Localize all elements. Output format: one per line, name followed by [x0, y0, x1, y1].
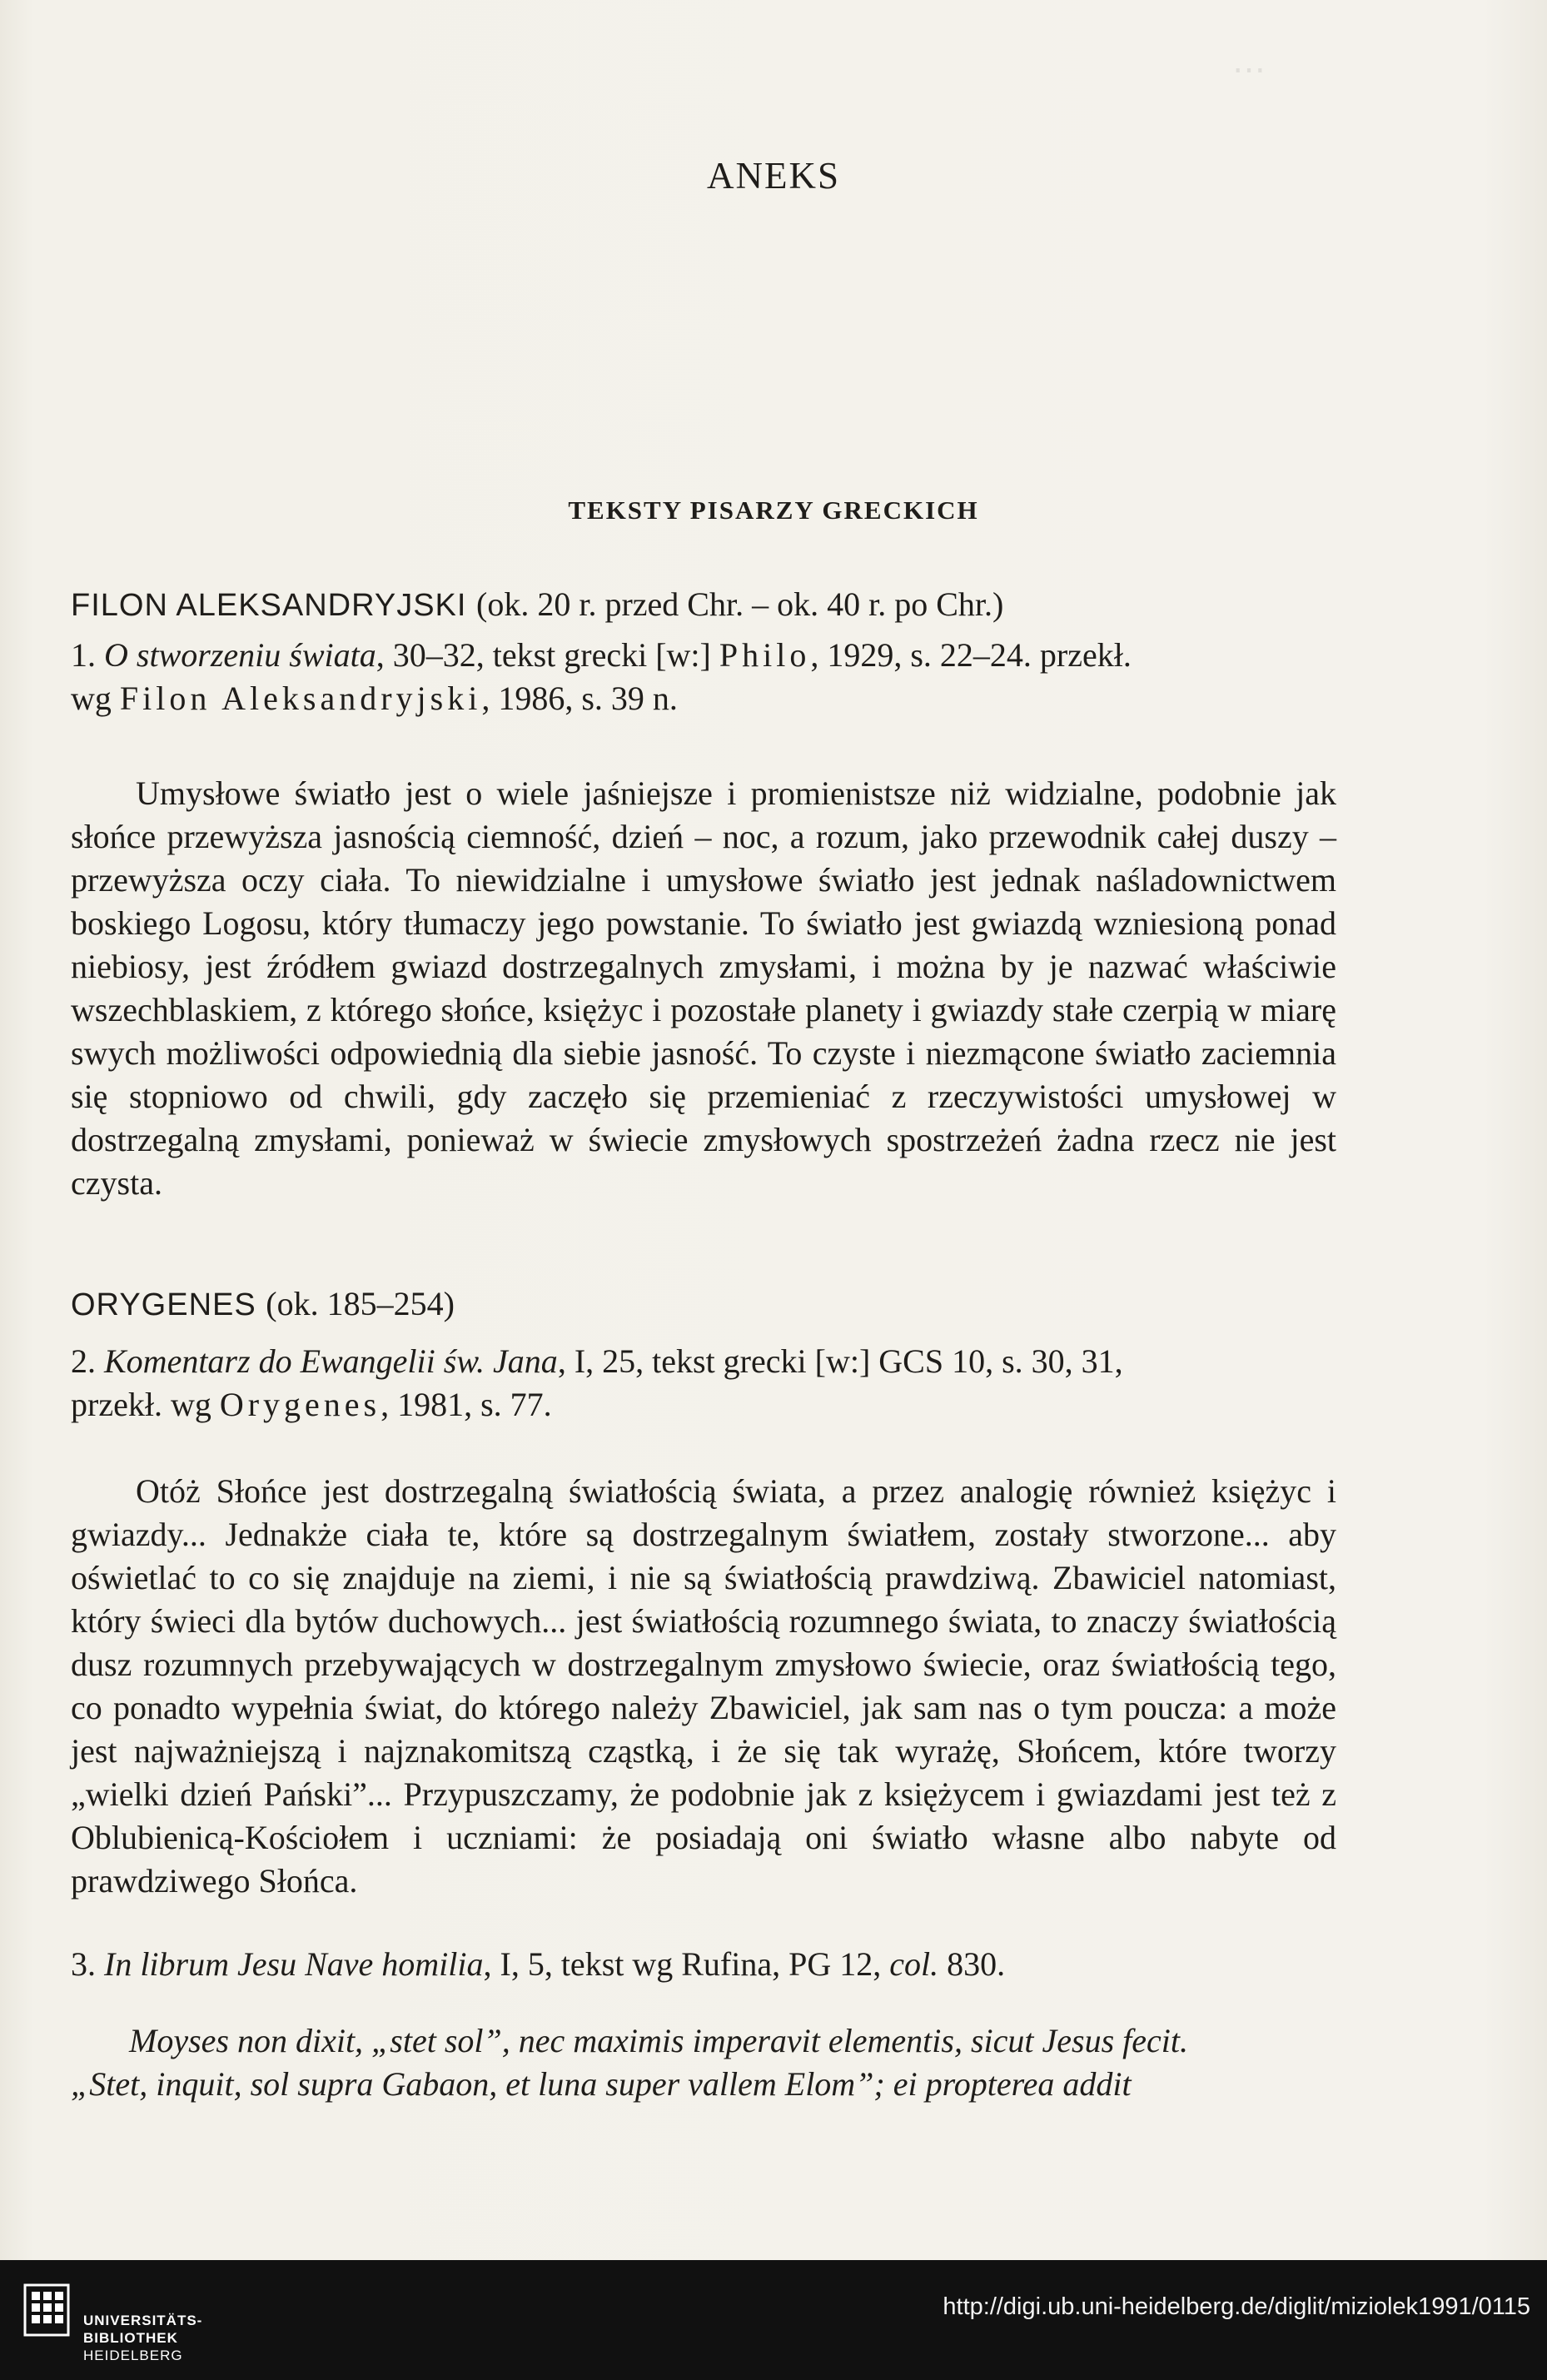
author-name: ORYGENES	[71, 1287, 256, 1322]
author-dates: (ok. 185–254)	[266, 1285, 455, 1322]
reference-text: , 1929, s. 22–24. przekł.	[810, 636, 1132, 674]
section-title: TEKSTY PISARZY GRECKICH	[568, 495, 979, 525]
logo-line: UNIVERSITÄTS-	[83, 2313, 203, 2328]
filon-section	[71, 583, 1336, 1205]
page-heading: ANEKS	[706, 155, 840, 197]
reference-text: wg	[71, 680, 120, 717]
reference-text: , I, 5, tekst wg Rufina, PG 12,	[483, 1945, 890, 1983]
reference-title: O stworzeniu świata	[104, 636, 376, 674]
reference-text: , 1981, s. 77.	[381, 1386, 552, 1423]
reference-2	[71, 1340, 1336, 1427]
author-dates: (ok. 20 r. przed Chr. – ok. 40 r. po Chr.)	[476, 585, 1004, 623]
reference-1	[71, 634, 1336, 720]
reference-number: 3.	[71, 1945, 96, 1983]
reference-text: , I, 25, tekst grecki [w:] GCS 10, s. 30, 31,	[557, 1342, 1123, 1380]
source-url-link[interactable]: http://digi.ub.uni-heidelberg.de/diglit/miziolek1991/0115	[943, 2293, 1530, 2320]
reference-col: col.	[889, 1945, 939, 1983]
reference-text: przekł. wg	[71, 1386, 220, 1423]
reference-text: 830.	[938, 1945, 1006, 1983]
orygenes-paragraph: Otóż Słońce jest dostrzegalną światłością świata, a przez analogię również księżyc i gwiazdy... Jednakże ciała te, które są dostrzegalnym światłem, zostały stworzone... aby oświetlać to co się znajduje na ziemi, i nie są światłością prawdziwą. Zbawiciel natomiast, który świeci dla bytów duchowych... jest światłością rozumnego świata, to znaczy światłością dusz rozumnych przebywających w dostrzegalnym zmysłowo świecie, oraz światłością tego, co ponadto wypełnia świat, do którego należy Zbawiciel, jak sam nas o tym poucza: a może jest najważniejszą i najznakomitszą cząstką, i że się tak wyrażę, Słońcem, które tworzy „wielki dzień Pański”... Przypuszczamy, że podobnie jak z księżycem i gwiazdami jest też z Oblubienicą-Kościołem i uczniami: że posiadają oni światło własne albo nabyte od prawdziwego Słońca.	[71, 1472, 1336, 1900]
reference-author: Filon Aleksandryjski	[119, 680, 482, 717]
filon-paragraph: Umysłowe światło jest o wiele jaśniejsze i promienistsze niż widzialne, podobnie jak słońce przewyższa jasnością ciemność, dzień – noc, a rozum, jako przewodnik całej duszy – przewyższa oczy ciała. To niewidzialne i umysłowe światło jest jednak naśladownictwem boskiego Logosu, który tłumaczy jego powstanie. To światło jest gwiazdą wzniesioną ponad niebiosy, jest źródłem gwiazd dostrzegalnych zmysłami, i można by je nazwać właściwie wszechblaskiem, z którego słońce, księżyc i pozostałe planety i gwiazdy stałe czerpią w miarę swych możliwości odpowiednią dla siebie jasność. To czyste i niezmącone światło zaciemnia się stopniowo od chwili, gdy zaczęło się przemieniać z rzeczywistości umysłowej w dostrzegalną zmysłami, ponieważ w świecie zmysłowych spostrzeżeń żadna rzecz nie jest czysta.	[71, 774, 1336, 1202]
orygenes-section	[71, 1282, 1336, 2106]
reference-author: Orygenes	[219, 1386, 381, 1423]
bleed-through: ⋯	[1232, 51, 1266, 88]
reference-text: , 30–32, tekst grecki [w:]	[376, 636, 719, 674]
reference-3	[71, 1943, 1336, 1986]
footer-bar	[0, 2260, 1547, 2380]
reference-title: Komentarz do Ewangelii św. Jana	[104, 1342, 558, 1380]
author-name: FILON ALEKSANDRYJSKI	[71, 588, 467, 623]
reference-number: 2.	[71, 1342, 96, 1380]
reference-text: , 1986, s. 39 n.	[481, 680, 678, 717]
logo-line: BIBLIOTHEK	[83, 2330, 178, 2346]
library-logo[interactable]	[23, 2278, 227, 2362]
reference-number: 1.	[71, 636, 96, 674]
author-heading-filon	[71, 583, 1336, 627]
author-heading-orygenes	[71, 1282, 1336, 1327]
latin-line-1: Moyses non dixit, „stet sol”, nec maximis imperavit elementis, sicut Jesus fecit.	[129, 2022, 1188, 2059]
latin-line-2: „Stet, inquit, sol supra Gabaon, et luna super vallem Elom”; ei propterea addit	[71, 2065, 1132, 2103]
library-name	[83, 2312, 202, 2364]
reference-title: In librum Jesu Nave homilia	[104, 1945, 484, 1983]
reference-author: Philo	[719, 636, 811, 674]
logo-line: HEIDELBERG	[83, 2348, 183, 2363]
library-emblem-icon	[23, 2278, 75, 2362]
